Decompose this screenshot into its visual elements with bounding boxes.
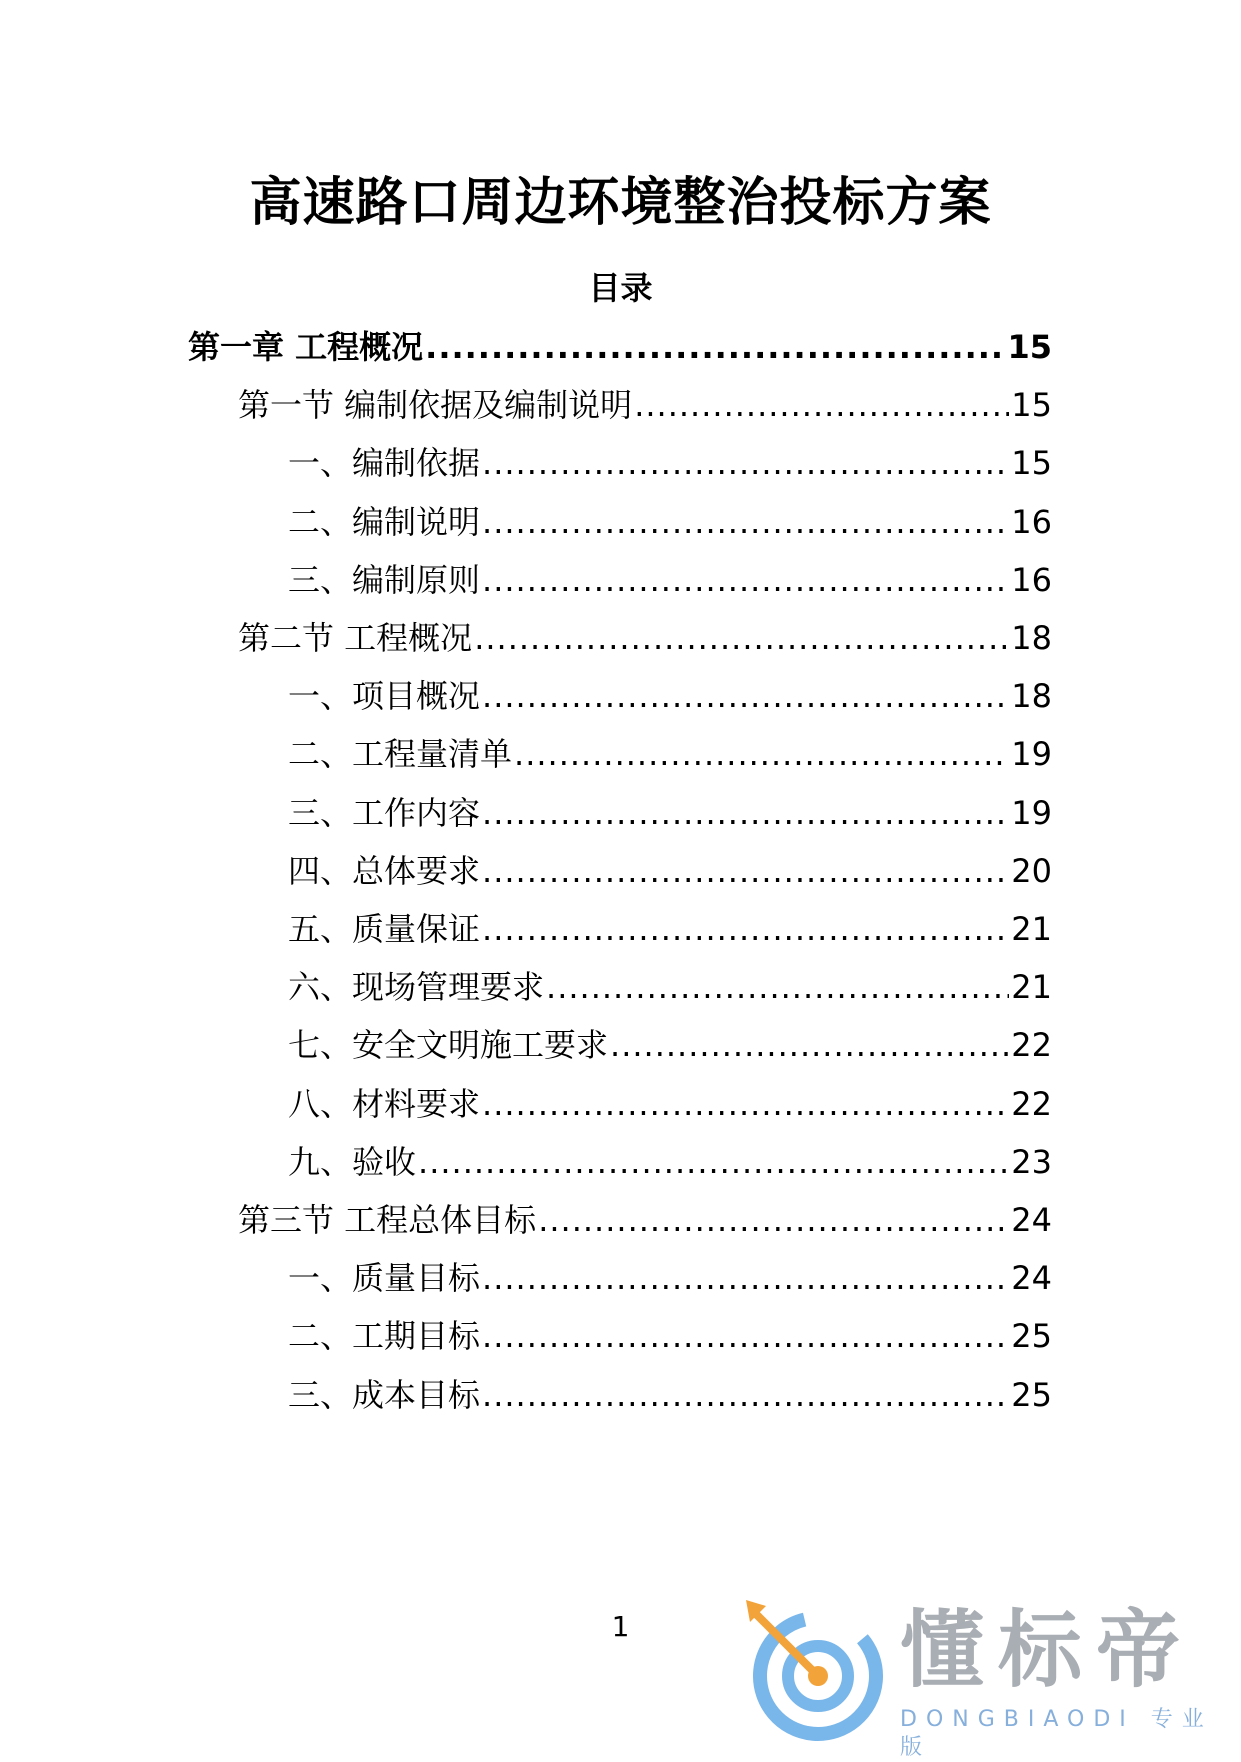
toc-leader-dots xyxy=(610,1020,1009,1070)
toc-entry-label: 第一节 编制依据及编制说明 xyxy=(238,386,633,425)
toc-entry[interactable] xyxy=(288,1311,1052,1361)
toc-entry-label: 三、工作内容 xyxy=(288,793,481,832)
toc-leader-dots xyxy=(482,438,1009,488)
toc-entry-label: 第一章 工程概况 xyxy=(188,328,424,366)
toc-entry[interactable] xyxy=(288,497,1052,547)
toc-entry[interactable] xyxy=(188,322,1052,372)
toc-entry[interactable] xyxy=(238,380,1052,430)
toc-leader-dots xyxy=(482,671,1009,721)
toc-leader-dots xyxy=(546,962,1009,1012)
page-number: 1 xyxy=(611,1610,630,1643)
toc-entry[interactable] xyxy=(288,1370,1052,1420)
toc-entry-page: 15 xyxy=(1011,444,1052,483)
toc-leader-dots xyxy=(482,1253,1009,1303)
toc-leader-dots xyxy=(474,613,1009,663)
toc-leader-dots xyxy=(482,1370,1009,1420)
toc-entry[interactable] xyxy=(288,671,1052,721)
toc-entry-page: 16 xyxy=(1011,560,1052,599)
toc-leader-dots xyxy=(482,904,1009,954)
toc-entry-label: 一、质量目标 xyxy=(288,1259,481,1298)
toc-leader-dots xyxy=(634,380,1009,430)
toc-entry-label: 八、材料要求 xyxy=(288,1084,481,1123)
toc-entry-label: 二、工程量清单 xyxy=(288,735,513,774)
toc-entry-page: 18 xyxy=(1011,677,1052,716)
toc-entry-page: 21 xyxy=(1011,910,1052,948)
toc-entry-label: 一、项目概况 xyxy=(288,677,481,716)
toc-leader-dots xyxy=(425,322,1005,372)
watermark-brand: 懂标帝 xyxy=(900,1601,1195,1699)
toc-entry-page: 22 xyxy=(1011,1084,1052,1123)
toc-entry-page: 18 xyxy=(1011,619,1052,657)
toc-entry[interactable] xyxy=(288,555,1052,605)
toc-leader-dots xyxy=(482,497,1009,547)
toc-entry[interactable] xyxy=(288,1253,1052,1303)
watermark-subtitle: DONGBIAODI 专业版 xyxy=(900,1707,1213,1760)
toc-entry-label: 七、安全文明施工要求 xyxy=(288,1026,609,1065)
toc-entry-page: 19 xyxy=(1011,793,1052,832)
toc-entry[interactable] xyxy=(288,1137,1052,1187)
toc-entry-label: 第三节 工程总体目标 xyxy=(238,1201,537,1239)
toc-leader-dots xyxy=(418,1137,1009,1187)
document-title: 高速路口周边环境整治投标方案 xyxy=(249,173,992,233)
toc-leader-dots xyxy=(482,846,1009,896)
toc-entry-page: 19 xyxy=(1011,735,1052,774)
toc-leader-dots xyxy=(482,788,1009,838)
toc-leader-dots xyxy=(482,1079,1009,1129)
toc-entry[interactable] xyxy=(288,438,1052,488)
toc-entry[interactable] xyxy=(288,1079,1052,1129)
toc-entry-label: 五、质量保证 xyxy=(288,910,481,948)
toc-entry-page: 21 xyxy=(1011,968,1052,1007)
toc-entry[interactable] xyxy=(288,904,1052,954)
toc-entry-label: 二、编制说明 xyxy=(288,502,481,541)
toc-leader-dots xyxy=(482,1311,1009,1361)
toc-entry-page: 24 xyxy=(1011,1201,1052,1239)
toc-entry-label: 第二节 工程概况 xyxy=(238,619,473,657)
toc-entry-label: 一、编制依据 xyxy=(288,444,481,483)
watermark xyxy=(740,1596,1220,1760)
toc-entry[interactable] xyxy=(238,613,1052,663)
toc-entry-page: 22 xyxy=(1011,1026,1052,1065)
toc-heading: 目录 xyxy=(588,269,653,307)
target-arrow-icon xyxy=(740,1596,890,1746)
toc-entry-page: 15 xyxy=(1011,386,1052,425)
toc-entry[interactable] xyxy=(288,846,1052,896)
toc-entry-label: 二、工期目标 xyxy=(288,1317,481,1356)
toc-leader-dots xyxy=(538,1195,1009,1245)
toc-leader-dots xyxy=(482,555,1009,605)
toc-entry[interactable] xyxy=(288,729,1052,779)
toc-entry[interactable] xyxy=(288,788,1052,838)
toc-entry-page: 20 xyxy=(1011,851,1052,890)
toc-entry-page: 25 xyxy=(1011,1375,1052,1414)
toc-entry[interactable] xyxy=(288,962,1052,1012)
toc-entry-label: 九、验收 xyxy=(288,1142,417,1181)
toc-entry-label: 三、成本目标 xyxy=(288,1375,481,1414)
toc-entry-page: 25 xyxy=(1011,1317,1052,1356)
toc-entry-page: 24 xyxy=(1011,1259,1052,1298)
toc-entry-page: 23 xyxy=(1011,1142,1052,1181)
toc-entry-page: 15 xyxy=(1007,328,1052,366)
toc-entry-label: 四、总体要求 xyxy=(288,851,481,890)
toc-entry[interactable] xyxy=(238,1195,1052,1245)
toc-entry[interactable] xyxy=(288,1020,1052,1070)
toc-entry-label: 六、现场管理要求 xyxy=(288,968,545,1007)
toc-leader-dots xyxy=(514,729,1009,779)
toc-entry-page: 16 xyxy=(1011,502,1052,541)
toc-entry-label: 三、编制原则 xyxy=(288,560,481,599)
